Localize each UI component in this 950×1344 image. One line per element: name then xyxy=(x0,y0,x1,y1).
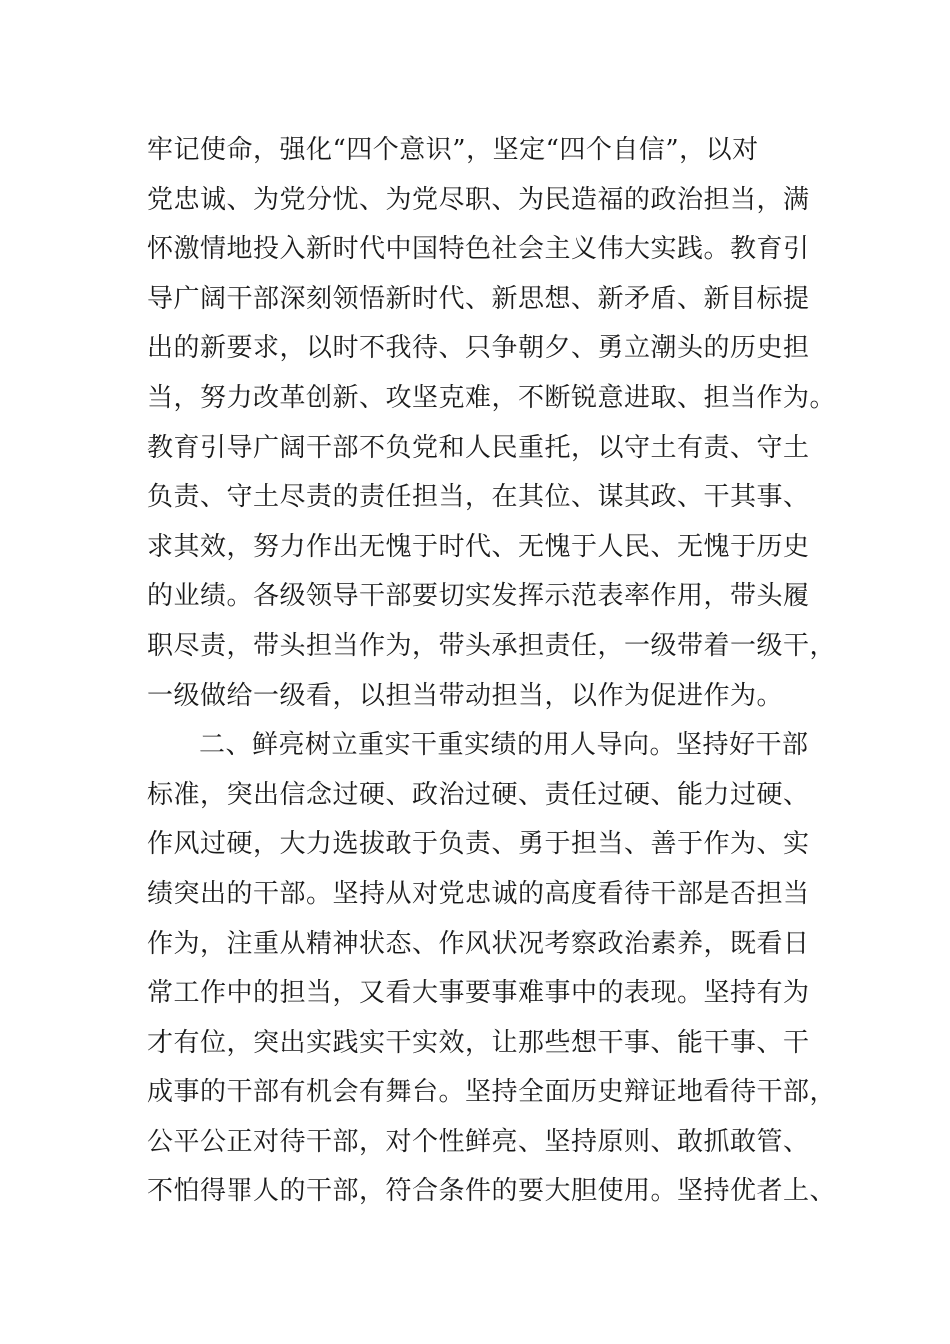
text-line: 标准，突出信念过硬、政治过硬、责任过硬、能力过硬、 xyxy=(147,779,810,810)
text-line: 常工作中的担当，又看大事要事难事中的表现。坚持有为 xyxy=(147,978,810,1009)
text-line: 成事的干部有机会有舞台。坚持全面历史辩证地看待干部， xyxy=(147,1077,837,1108)
text-line: 牢记使命，强化“四个意识”，坚定“四个自信”，以对 xyxy=(147,135,759,165)
text-line: 求其效，努力作出无愧于时代、无愧于人民、无愧于历史 xyxy=(147,531,810,562)
text-line: 出的新要求，以时不我待、只争朝夕、勇立潮头的历史担 xyxy=(147,333,810,364)
text-line: 的业绩。各级领导干部要切实发挥示范表率作用，带头履 xyxy=(147,581,810,612)
text-line: 作为，注重从精神状态、作风状况考察政治素养，既看日 xyxy=(147,928,810,959)
text-line: 党忠诚、为党分忧、为党尽职、为民造福的政治担当，满 xyxy=(147,184,810,215)
text-line: 公平公正对待干部，对个性鲜亮、坚持原则、敢抓敢管、 xyxy=(147,1126,810,1157)
text-line: 才有位，突出实践实干实效，让那些想干事、能干事、干 xyxy=(147,1027,810,1058)
text-line: 负责、守土尽责的责任担当，在其位、谋其政、干其事、 xyxy=(147,482,810,513)
text-line: 作风过硬，大力选拔敢于负责、勇于担当、善于作为、实 xyxy=(147,829,810,860)
text-line: 当，努力改革创新、攻坚克难，不断锐意进取、担当作为。 xyxy=(147,382,837,413)
text-line: 怀激情地投入新时代中国特色社会主义伟大实践。教育引 xyxy=(147,234,810,265)
text-line: 教育引导广阔干部不负党和人民重托，以守土有责、守土 xyxy=(147,432,810,463)
text-line: 职尽责，带头担当作为，带头承担责任，一级带着一级干， xyxy=(147,630,837,661)
section-heading-line: 二、鲜亮树立重实干重实绩的用人导向。坚持好干部 xyxy=(199,730,809,761)
text-line: 导广阔干部深刻领悟新时代、新思想、新矛盾、新目标提 xyxy=(147,283,810,314)
text-line: 不怕得罪人的干部，符合条件的要大胆使用。坚持优者上、 xyxy=(147,1176,837,1207)
text-line: 绩突出的干部。坚持从对党忠诚的高度看待干部是否担当 xyxy=(147,878,810,909)
body-text xyxy=(147,126,837,1217)
text-line: 一级做给一级看，以担当带动担当，以作为促进作为。 xyxy=(147,680,784,711)
